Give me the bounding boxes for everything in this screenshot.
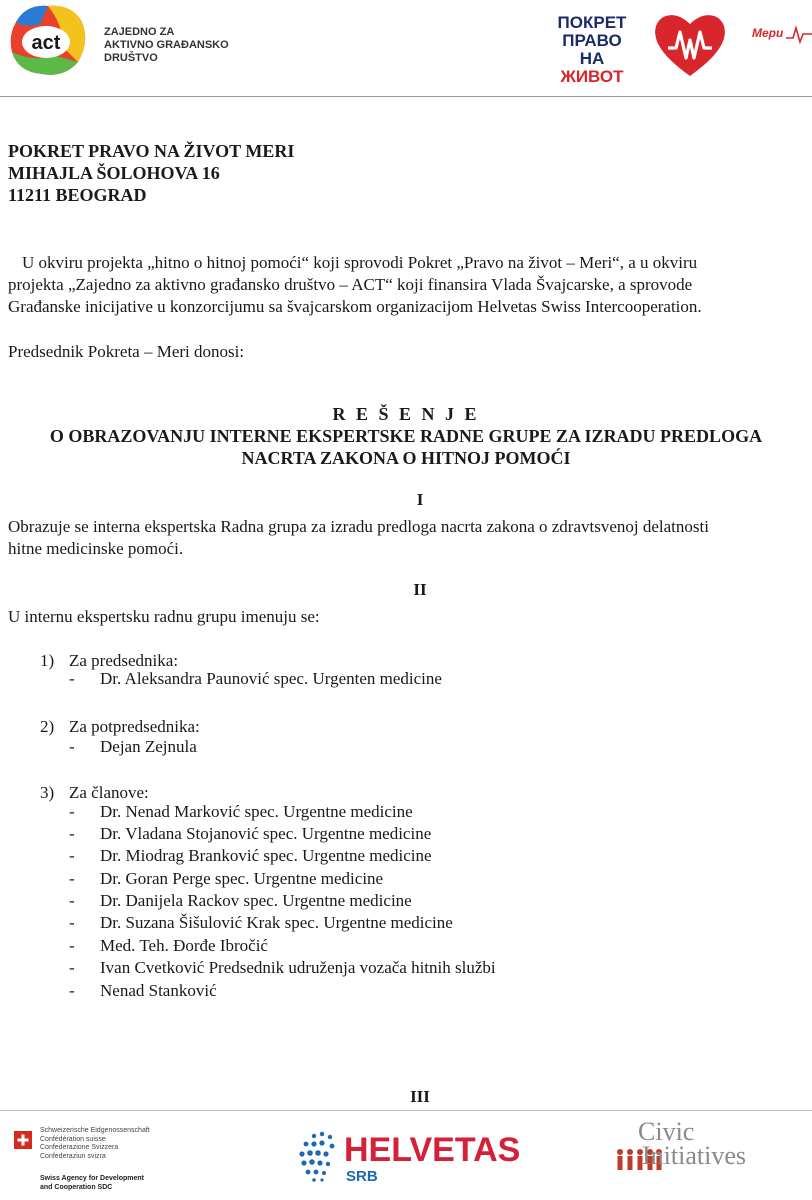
document-title: R E Š E N J E bbox=[332, 404, 480, 424]
recipient-address bbox=[8, 140, 294, 206]
meri-label: Мери bbox=[752, 26, 784, 40]
intro-line: projekta „Zajedno za aktivno građansko društvo – ACT“ koji finansira Vlada Švajcarske, a sprovode bbox=[8, 275, 693, 294]
helvetas-globe-icon bbox=[292, 1126, 350, 1184]
section-heading-ii: II bbox=[413, 580, 427, 599]
list-dash: - bbox=[69, 802, 75, 821]
group-label: Za potpredsednika: bbox=[69, 717, 200, 736]
pokret-logo-text bbox=[554, 14, 630, 86]
member-name: Dr. Nenad Marković spec. Urgentne medicine bbox=[100, 802, 413, 821]
group-label: Za članove: bbox=[69, 783, 149, 802]
member-name: Dr. Danijela Rackov spec. Urgentne medicine bbox=[100, 891, 412, 910]
swiss-line: Confederaziun svizra bbox=[40, 1152, 106, 1160]
civic-initiatives-wordmark bbox=[638, 1117, 746, 1170]
list-dash: - bbox=[69, 737, 75, 756]
act-logo bbox=[6, 2, 88, 78]
document-subtitle-line: NACRTA ZAKONA O HITNOJ POMOĆI bbox=[241, 448, 571, 468]
section-i-text bbox=[8, 516, 709, 560]
section-i-line: Obrazuje se interna ekspertska Radna grupa za izradu predloga nacrta zakona o zdravtsvenoj delatnosti bbox=[8, 517, 709, 536]
address-line: POKRET PRAVO NA ŽIVOT MERI bbox=[8, 141, 295, 161]
member-name: Nenad Stanković bbox=[100, 981, 217, 1000]
swiss-confederation-text bbox=[40, 1127, 150, 1161]
sdc-text bbox=[40, 1175, 144, 1192]
list-number: 1) bbox=[40, 651, 55, 670]
list-dash: - bbox=[69, 669, 75, 688]
list-dash: - bbox=[69, 869, 75, 888]
civic-line: Initiatives bbox=[642, 1141, 746, 1170]
list-dash: - bbox=[69, 891, 75, 910]
swiss-line: Confédération suisse bbox=[40, 1135, 106, 1143]
sdc-line: and Cooperation SDC bbox=[40, 1183, 113, 1191]
act-logo-text: act bbox=[31, 32, 61, 54]
swiss-line: Schweizerische Eidgenossenschaft bbox=[40, 1127, 150, 1134]
list-number: 3) bbox=[40, 783, 55, 802]
footer-divider bbox=[0, 1110, 812, 1111]
heart-logo-icon bbox=[652, 10, 728, 78]
swiss-flag-icon bbox=[14, 1131, 32, 1149]
civic-line: Civic bbox=[638, 1117, 695, 1146]
intro-line: Građanske inicijative u konzorcijumu sa švajcarskom organizacijom Helvetas Swiss Intercooperation. bbox=[8, 297, 702, 316]
section-heading-iii: III bbox=[410, 1087, 430, 1106]
swiss-line: Confederazione Svizzera bbox=[40, 1144, 119, 1151]
member-name: Dr. Miodrag Branković spec. Urgentne medicine bbox=[100, 846, 432, 865]
act-org-line: DRUŠTVO bbox=[104, 52, 158, 64]
header-divider bbox=[0, 96, 812, 97]
act-org-line: AKTIVNO GRAĐANSKO bbox=[104, 39, 229, 51]
list-dash: - bbox=[69, 936, 75, 955]
pokret-line: ПОКРЕТ bbox=[557, 13, 627, 32]
pokret-line: ЖИВОТ bbox=[560, 67, 624, 86]
list-dash: - bbox=[69, 981, 75, 1000]
group-label: Za predsednika: bbox=[69, 651, 179, 670]
act-org-line: ZAJEDNO ZA bbox=[104, 26, 175, 38]
member-name: Dr. Vladana Stojanović spec. Urgentne medicine bbox=[100, 824, 432, 843]
member-name: Ivan Cvetković Predsednik udruženja vozača hitnih službi bbox=[100, 958, 496, 977]
predsednik-line: Predsednik Pokreta – Meri donosi: bbox=[8, 342, 245, 361]
address-line: MIHAJLA ŠOLOHOVA 16 bbox=[8, 163, 220, 183]
list-dash: - bbox=[69, 913, 75, 932]
section-i-line: hitne medicinske pomoći. bbox=[8, 539, 184, 558]
member-name: Med. Teh. Đorđe Ibročić bbox=[100, 936, 268, 955]
list-dash: - bbox=[69, 958, 75, 977]
intro-line: U okviru projekta „hitno o hitnoj pomoći“ koji sprovodi Pokret „Pravo na život – Meri“, a u okviru bbox=[22, 253, 698, 272]
member-name: Dr. Suzana Šišulović Krak spec. Urgentne medicine bbox=[100, 913, 453, 932]
address-line: 11211 BEOGRAD bbox=[8, 185, 147, 205]
helvetas-wordmark: HELVETAS bbox=[344, 1131, 521, 1169]
list-dash: - bbox=[69, 824, 75, 843]
act-org-name bbox=[104, 26, 229, 65]
pokret-line: ПРАВО НА bbox=[562, 31, 622, 68]
list-number: 2) bbox=[40, 717, 55, 736]
pulse-icon bbox=[786, 24, 812, 44]
member-name: Dr. Goran Perge spec. Urgentne medicine bbox=[100, 869, 384, 888]
helvetas-srb-label: SRB bbox=[346, 1168, 378, 1185]
document-subtitle-line: O OBRAZOVANJU INTERNE EKSPERTSKE RADNE GRUPE ZA IZRADU PREDLOGA bbox=[49, 426, 763, 446]
intro-paragraph bbox=[8, 252, 808, 318]
section-ii-intro: U internu ekspertsku radnu grupu imenuju se: bbox=[8, 607, 320, 626]
section-heading-i: I bbox=[416, 490, 424, 509]
sdc-line: Swiss Agency for Development bbox=[40, 1175, 144, 1182]
member-name: Dr. Aleksandra Paunović spec. Urgenten medicine bbox=[100, 669, 442, 688]
list-dash: - bbox=[69, 846, 75, 865]
member-name: Dejan Zejnula bbox=[100, 737, 197, 756]
